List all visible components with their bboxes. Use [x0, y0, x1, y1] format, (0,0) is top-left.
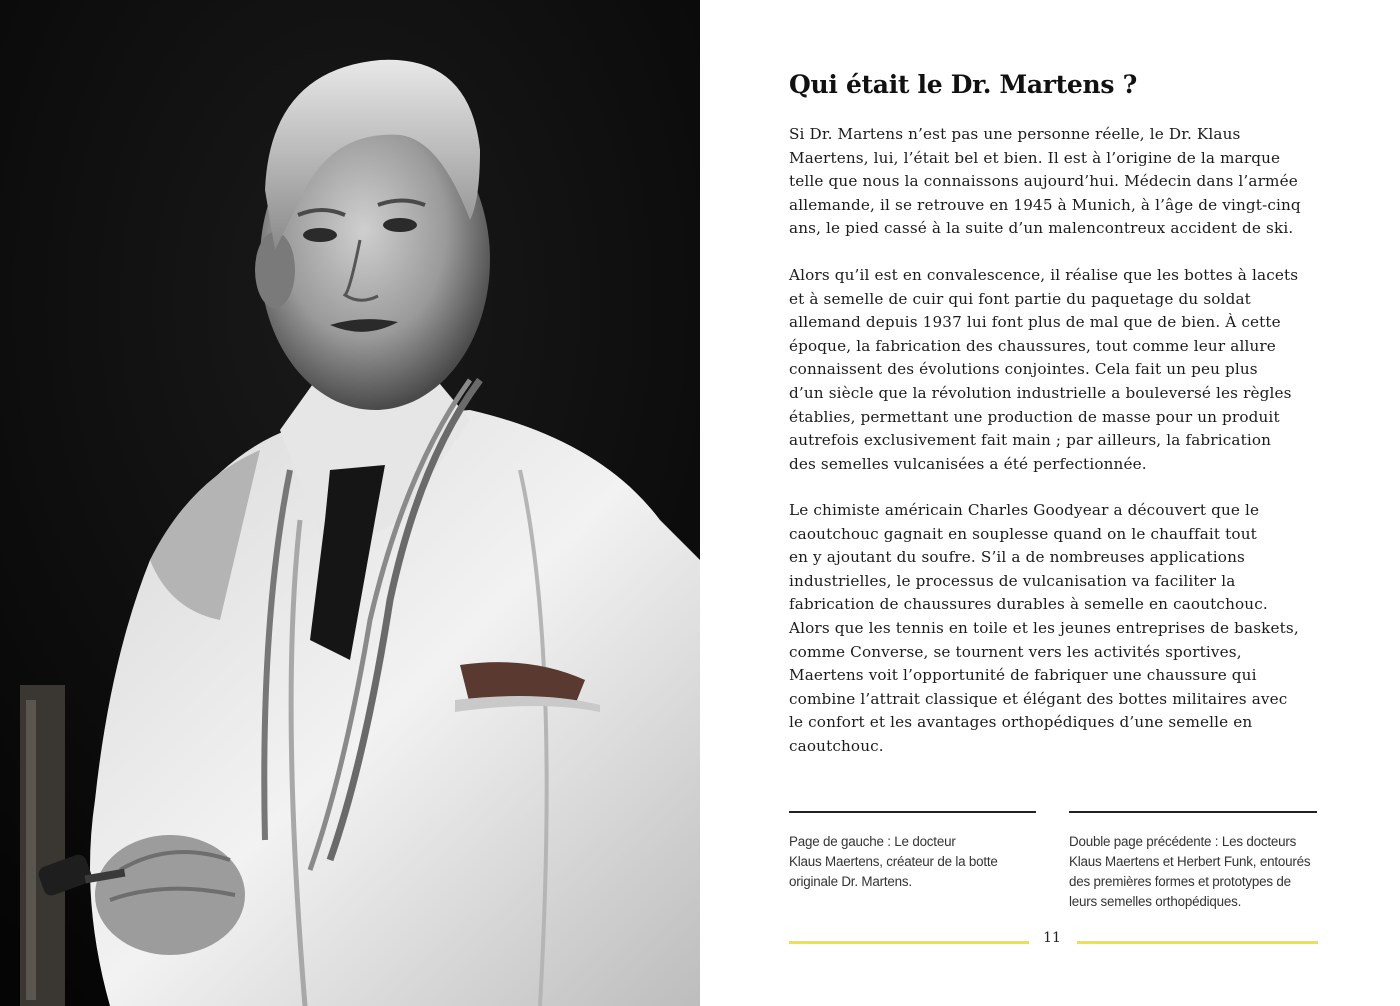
paragraph-line: comme Converse, se tournent vers les activités sportives,: [789, 642, 1242, 661]
paragraph-line: Maertens, lui, l’était bel et bien. Il est à l’origine de la marque: [789, 148, 1281, 167]
paragraph-line: allemande, il se retrouve en 1945 à Munich, à l’âge de vingt-cinq: [789, 195, 1301, 214]
paragraph-line: Alors que les tennis en toile et les jeunes entreprises de baskets,: [789, 618, 1299, 637]
paragraph-3: [789, 499, 1299, 759]
caption-line: originale Dr. Martens.: [789, 874, 912, 889]
caption-divider-right: [1069, 811, 1317, 813]
caption-line: Page de gauche : Le docteur: [789, 834, 956, 849]
caption-line: Klaus Maertens et Herbert Funk, entourés: [1069, 854, 1311, 869]
article-title: Qui était le Dr. Martens ?: [789, 70, 1137, 99]
paragraph-line: industrielles, le processus de vulcanisation va faciliter la: [789, 571, 1236, 590]
paragraph-1: [789, 123, 1301, 241]
paragraph-line: et à semelle de cuir qui font partie du paquetage du soldat: [789, 289, 1251, 308]
paragraph-line: Maertens voit l’opportunité de fabriquer une chaussure qui: [789, 666, 1257, 685]
caption-line: Double page précédente : Les docteurs: [1069, 834, 1297, 849]
paragraph-line: fabrication de chaussures durables à semelle en caoutchouc.: [789, 595, 1268, 614]
paragraph-line: le confort et les avantages orthopédiques d’une semelle en: [789, 713, 1253, 732]
paragraph-line: caoutchouc gagnait en souplesse quand on le chauffait tout: [789, 524, 1257, 543]
caption-line: Klaus Maertens, créateur de la botte: [789, 854, 998, 869]
caption-right: [1069, 832, 1329, 912]
paragraph-line: combine l’attrait classique et élégant des bottes militaires avec: [789, 689, 1288, 708]
paragraph-line: Si Dr. Martens n’est pas une personne réelle, le Dr. Klaus: [789, 125, 1241, 143]
paragraph-line: caoutchouc.: [789, 736, 884, 755]
paragraph-2: [789, 264, 1298, 476]
paragraph-line: des semelles vulcanisées a été perfectionnée.: [789, 454, 1147, 473]
caption-divider-left: [789, 811, 1036, 813]
paragraph-line: autrefois exclusivement fait main ; par ailleurs, la fabrication: [789, 431, 1272, 450]
caption-left: [789, 832, 1049, 892]
paragraph-line: allemand depuis 1937 lui font plus de mal que de bien. À cette: [789, 313, 1281, 332]
paragraph-line: établies, permettant une production de masse pour un produit: [789, 407, 1280, 426]
paragraph-line: connaissent des évolutions conjointes. Cela fait un peu plus: [789, 360, 1258, 379]
page-number: 11: [1043, 930, 1061, 946]
paragraph-line: ans, le pied cassé à la suite d’un malencontreux accident de ski.: [789, 219, 1294, 238]
caption-line: des premières formes et prototypes de: [1069, 874, 1291, 889]
paragraph-line: Alors qu’il est en convalescence, il réalise que les bottes à lacets: [789, 266, 1299, 284]
footer-rule-left: [789, 941, 1029, 944]
paragraph-line: époque, la fabrication des chaussures, tout comme leur allure: [789, 336, 1276, 355]
footer-rule-right: [1077, 941, 1318, 944]
paragraph-line: telle que nous la connaissons aujourd’hui. Médecin dans l’armée: [789, 172, 1298, 191]
caption-line: leurs semelles orthopédiques.: [1069, 894, 1242, 909]
article-body: [789, 60, 1329, 755]
paragraph-line: Le chimiste américain Charles Goodyear a découvert que le: [789, 501, 1260, 519]
paragraph-line: d’un siècle que la révolution industrielle a bouleversé les règles: [789, 383, 1292, 402]
paragraph-line: en y ajoutant du soufre. S’il a de nombreuses applications: [789, 548, 1245, 567]
